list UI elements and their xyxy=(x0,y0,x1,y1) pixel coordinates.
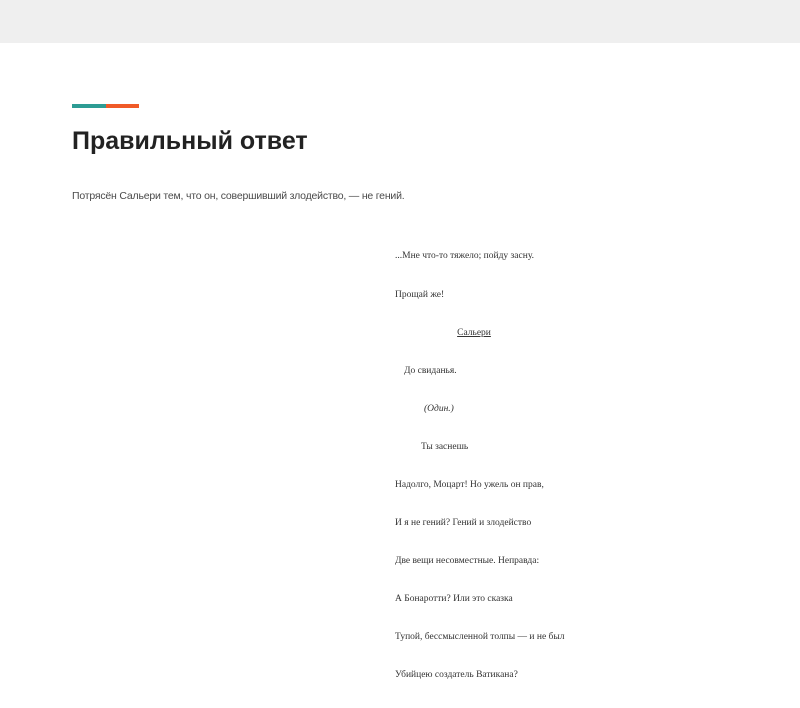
accent-bar-orange xyxy=(106,104,139,108)
poem-line: И я не гений? Гений и злодейство xyxy=(395,518,532,529)
poem-line: А Бонаротти? Или это сказка xyxy=(395,594,513,605)
poem-stage-direction: (Один.) xyxy=(424,403,454,414)
poem-line: Тупой, бессмысленной толпы — и не был xyxy=(395,632,565,643)
poem-speaker: Сальери xyxy=(457,327,491,338)
poem-line: Ты заснешь xyxy=(421,441,469,452)
slide-title: Правильный ответ xyxy=(72,127,308,155)
top-band xyxy=(0,0,800,43)
slide-subtitle: Потрясён Сальери тем, что он, совершивший злодейство, — не гений. xyxy=(72,190,405,202)
poem-line: Надолго, Моцарт! Но ужель он прав, xyxy=(395,479,544,490)
poem-line: Убийцею создатель Ватикана? xyxy=(395,670,518,681)
poem-line: Две вещи несовместные. Неправда: xyxy=(395,556,540,567)
poem-line: Прощай же! xyxy=(395,289,445,300)
accent-bar-teal xyxy=(72,104,106,108)
poem-line: ...Мне что-то тяжело; пойду засну. xyxy=(395,251,534,262)
poem-excerpt xyxy=(395,225,775,708)
poem-line: До свиданья. xyxy=(404,365,457,376)
